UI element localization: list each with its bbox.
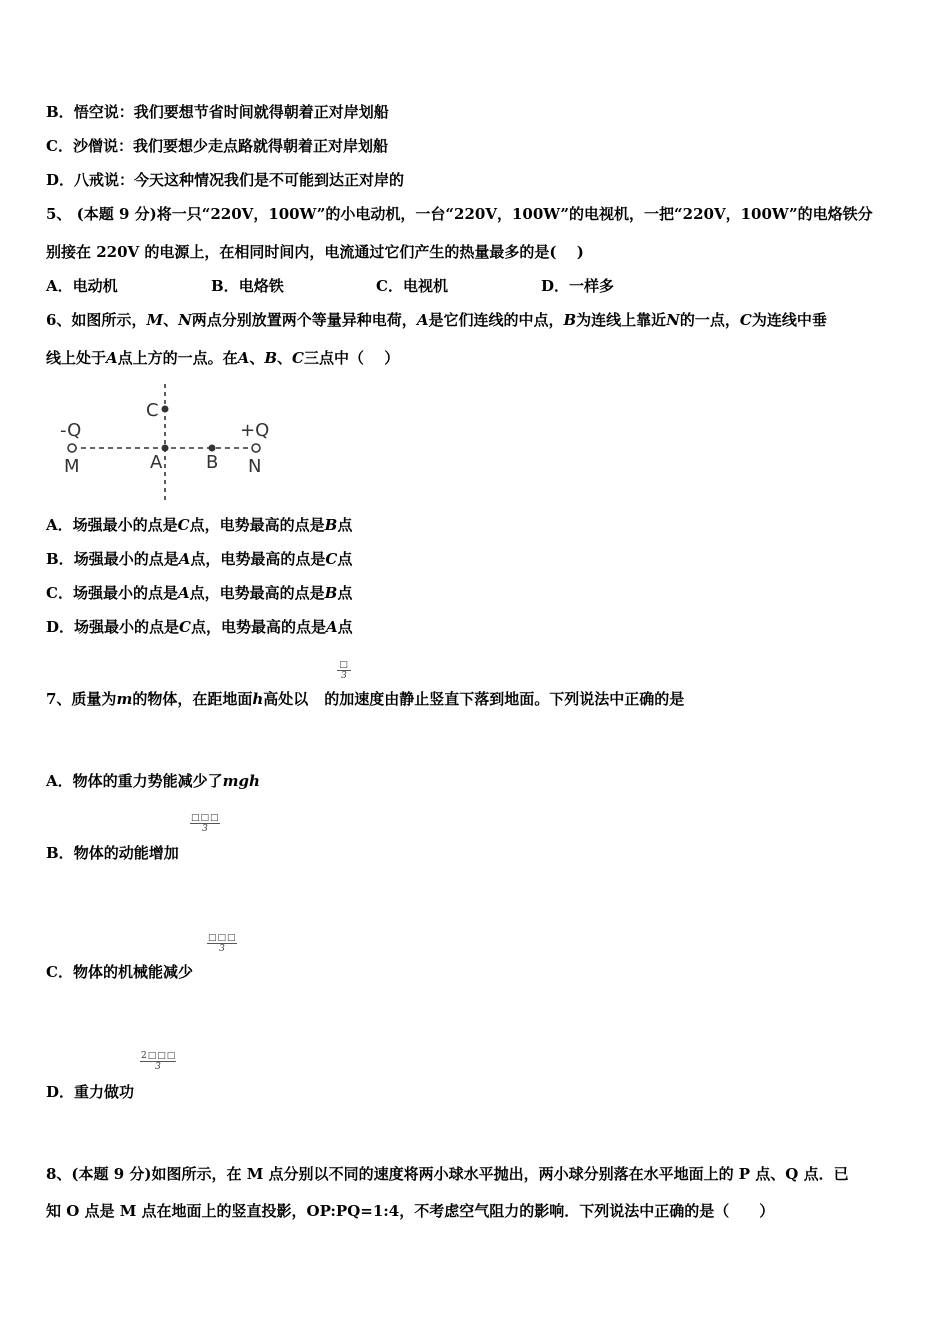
- label-m: M: [64, 456, 80, 477]
- point-b-dot: [209, 445, 216, 452]
- q4-option-c: [46, 136, 388, 156]
- label-neg-q: -Q: [60, 420, 82, 441]
- option-text: 八戒说：今天这种情况我们是不可能到达正对岸的: [74, 171, 405, 189]
- charge-diagram: [50, 378, 280, 506]
- q7-option-c-fraction: □□□ 3: [208, 933, 237, 954]
- q6-stem-line2: 线上处于A点上方的一点。在A、B、C三点中（ ）: [46, 349, 400, 367]
- label-b: B: [206, 452, 219, 473]
- option-text: 沙僧说：我们要想少走点路就得朝着正对岸划船: [72, 137, 388, 155]
- q5-option-b: B．电烙铁: [211, 277, 284, 295]
- q6-option-b: B．场强最小的点是A点，电势最高的点是C点: [46, 550, 353, 568]
- label-pos-q: +Q: [240, 420, 270, 441]
- q7-option-a: A．物体的重力势能减少了mgh: [46, 772, 260, 790]
- q8-stem-line2: 知 O 点是 M 点在地面上的竖直投影，OP:PQ=1:4，不考虑空气阻力的影响．下列说法中正确的是（ ）: [46, 1202, 775, 1220]
- point-c-dot: [162, 406, 169, 413]
- option-text: 悟空说：我们要想节省时间就得朝着正对岸划船: [73, 103, 389, 121]
- label-n: N: [248, 456, 262, 477]
- q6-option-a: A．场强最小的点是C点，电势最高的点是B点: [46, 516, 353, 534]
- label-c: C: [146, 400, 159, 421]
- q5-option-d: D．一样多: [541, 277, 615, 295]
- q5-option-c: C．电视机: [376, 277, 448, 295]
- q5-stem-line1: 5、 (本题 9 分)将一只“220V，100W”的小电动机，一台“220V，100W”的电视机，一把“220V，100W”的电烙铁分: [46, 205, 873, 223]
- q6-stem-line1: 6、如图所示，M、N两点分别放置两个等量异种电荷，A是它们连线的中点，B为连线上靠近N的一点，C为连线中垂: [46, 311, 827, 329]
- q7-option-c: C．物体的机械能减少: [46, 963, 193, 981]
- charge-m-circle: [68, 444, 76, 452]
- q4-option-d: [46, 170, 404, 190]
- q7-option-b: B．物体的动能增加: [46, 844, 179, 862]
- charge-n-circle: [252, 444, 260, 452]
- q6-option-c: C．场强最小的点是A点，电势最高的点是B点: [46, 584, 353, 602]
- q7-option-d-fraction: $\frac{2□□□}{3}$: [141, 1051, 177, 1072]
- option-label: D．: [46, 171, 75, 189]
- point-a-dot: [162, 445, 169, 452]
- q5-option-a: A．电动机: [46, 277, 118, 295]
- q7-option-b-fraction: □□□ 3: [191, 813, 220, 834]
- q6-option-d: D．场强最小的点是C点，电势最高的点是A点: [46, 618, 353, 636]
- q5-stem-line2: 别接在 220V 的电源上，在相同时间内，电流通过它们产生的热量最多的是( ): [46, 243, 584, 261]
- option-label: B．: [46, 103, 74, 121]
- q7-option-d: D．重力做功: [46, 1083, 135, 1101]
- q8-stem-line1: 8、(本题 9 分)如图所示，在 M 点分别以不同的速度将两小球水平抛出，两小球分别落在水平地面上的 P 点、Q 点．已: [46, 1165, 849, 1183]
- q4-option-b: [46, 102, 389, 122]
- q7-stem: 7、质量为m的物体，在距地面h高处以 的加速度由静止竖直下落到地面。下列说法中正确的是: [46, 690, 685, 708]
- q7-acceleration-fraction: □ 3: [337, 660, 351, 681]
- option-label: C．: [46, 137, 73, 155]
- q5-options-row: [46, 276, 614, 296]
- label-a: A: [150, 452, 163, 473]
